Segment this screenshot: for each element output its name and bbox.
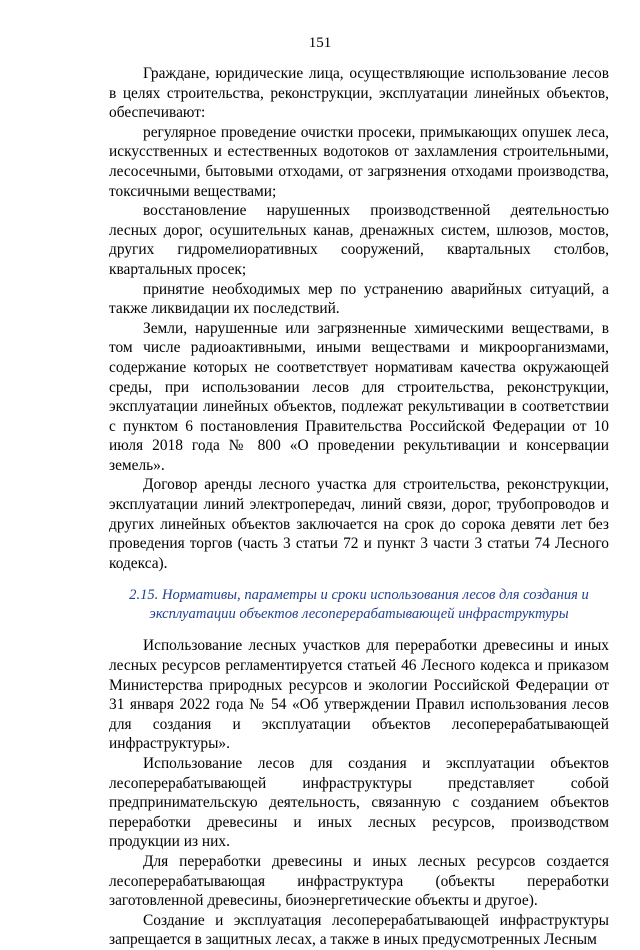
page-number: 151	[308, 35, 332, 51]
paragraph: Создание и эксплуатация лесоперерабатывающей инфраструктуры запрещается в защитных лесах, а также в иных предусмотренных Лесным	[109, 911, 609, 949]
paragraph: Договор аренды лесного участка для строительства, реконструкции, эксплуатации линий электропередач, линий связи, дорог, трубопроводов и других линейных объектов заключается на срок до сорока девяти лет без проведения торгов (часть 3 статьи 72 и пункт 3 части 3 статьи 74 Лесного кодекса).	[109, 476, 609, 572]
paragraph: Для переработки древесины и иных лесных ресурсов создается лесоперерабатывающая инфраструктура (объекты переработки заготовленной древесины, биоэнергетические объекты и другое).	[109, 852, 609, 910]
paragraph: восстановление нарушенных производственной деятельностью лесных дорог, осушительных канав, дренажных систем, шлюзов, мостов, других гидромелиоративных сооружений, квартальных столбов, квартальных просек;	[109, 202, 609, 278]
paragraph: регулярное проведение очистки просеки, примыкающих опушек леса, искусственных и естественных водотоков от захламления строительными, лесосечными, бытовыми отходами, от загрязнения отходами производства, токсичными веществами;	[109, 123, 609, 200]
body-text	[109, 64, 609, 950]
paragraph: Использование лесов для создания и эксплуатации объектов лесоперерабатывающей инфраструктуры представляет собой предпринимательскую деятельность, связанную с созданием объектов переработки древесины и иных лесных ресурсов, производством продукции из них.	[109, 755, 609, 851]
paragraph: Граждане, юридические лица, осуществляющие использование лесов в целях строительства, реконструкции, эксплуатации линейных объектов, обеспечивают:	[109, 65, 609, 122]
section-heading: 2.15. Нормативы, параметры и сроки использования лесов для создания и эксплуатации объектов лесоперерабатывающей инфраструктуры	[129, 587, 589, 623]
paragraph: принятие необходимых мер по устранению аварийных ситуаций, а также ликвидации их последствий.	[109, 280, 609, 318]
paragraph: Земли, нарушенные или загрязненные химическими веществами, в том числе радиоактивными, иными веществами и микроорганизмами, содержание которых не соответствует нормативам качества окружающей среды, при использовании лесов для строительства, реконструкции, эксплуатации линейных объектов, подлежат рекультивации в соответствии с пунктом 6 постановления Правительства Российской Федерации от 10 июля 2018 года № 800 «О проведении рекультивации и консервации земель».	[109, 319, 609, 474]
paragraph: Использование лесных участков для переработки древесины и иных лесных ресурсов регламентируется статьей 46 Лесного кодекса и приказом Министерства природных ресурсов и экологии Российской Федерации от 31 января 2022 года № 54 «Об утверждении Правил использования лесов для создания и эксплуатации объектов лесоперерабатывающей инфраструктуры».	[109, 637, 609, 753]
